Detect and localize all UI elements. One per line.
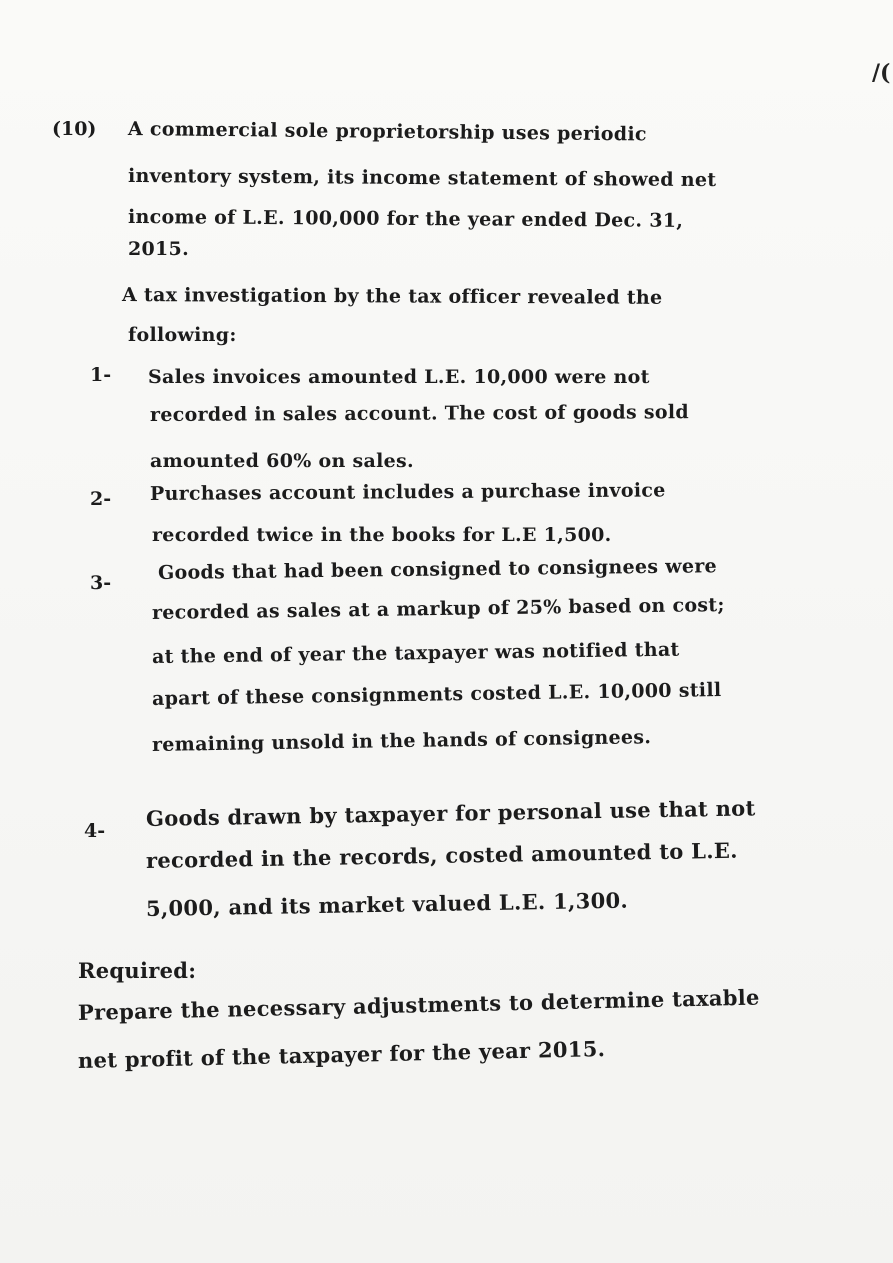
intro-line-4: 2015. xyxy=(128,238,189,260)
item-4-line-2: recorded in the records, costed amounted to L.E. xyxy=(145,837,738,873)
item-2-line-2: recorded twice in the books for L.E 1,500. xyxy=(152,524,612,546)
item-3-line-5: remaining unsold in the hands of consignees. xyxy=(151,726,652,756)
item-1-line-3: amounted 60% on sales. xyxy=(150,450,414,472)
item-4-marker: 4- xyxy=(84,820,106,842)
item-1-line-1: Sales invoices amounted L.E. 10,000 were not xyxy=(148,366,650,388)
item-1-marker: 1- xyxy=(90,364,112,386)
intro-line-3: income of L.E. 100,000 for the year ended Dec. 31, xyxy=(127,206,684,232)
item-3-line-4: apart of these consignments costed L.E. 10,000 still xyxy=(151,679,722,710)
page-corner-mark: /( xyxy=(872,60,891,86)
item-3-line-2: recorded as sales at a markup of 25% based on cost; xyxy=(151,594,725,624)
intro-line-1: A commercial sole proprietorship uses periodic xyxy=(127,118,647,146)
item-4-line-3: 5,000, and its market valued L.E. 1,300. xyxy=(145,887,629,921)
question-number: (10) xyxy=(52,118,97,140)
item-3-marker: 3- xyxy=(90,572,112,594)
item-3-line-1: Goods that had been consigned to consignees were xyxy=(157,555,718,584)
item-4-line-1: Goods drawn by taxpayer for personal use that not xyxy=(145,795,756,831)
investigation-line-1: A tax investigation by the tax officer revealed the xyxy=(121,284,663,309)
item-3-line-3: at the end of year the taxpayer was notified that xyxy=(151,638,680,668)
investigation-line-2: following: xyxy=(128,324,237,346)
intro-line-2: inventory system, its income statement of showed net xyxy=(127,165,717,192)
item-1-line-2: recorded in sales account. The cost of goods sold xyxy=(149,401,689,426)
item-2-marker: 2- xyxy=(90,488,112,510)
item-2-line-1: Purchases account includes a purchase invoice xyxy=(149,479,666,505)
required-label: Required: xyxy=(78,958,197,983)
required-line-1: Prepare the necessary adjustments to determine taxable xyxy=(77,984,760,1025)
required-line-2: net profit of the taxpayer for the year 2015. xyxy=(77,1036,606,1073)
